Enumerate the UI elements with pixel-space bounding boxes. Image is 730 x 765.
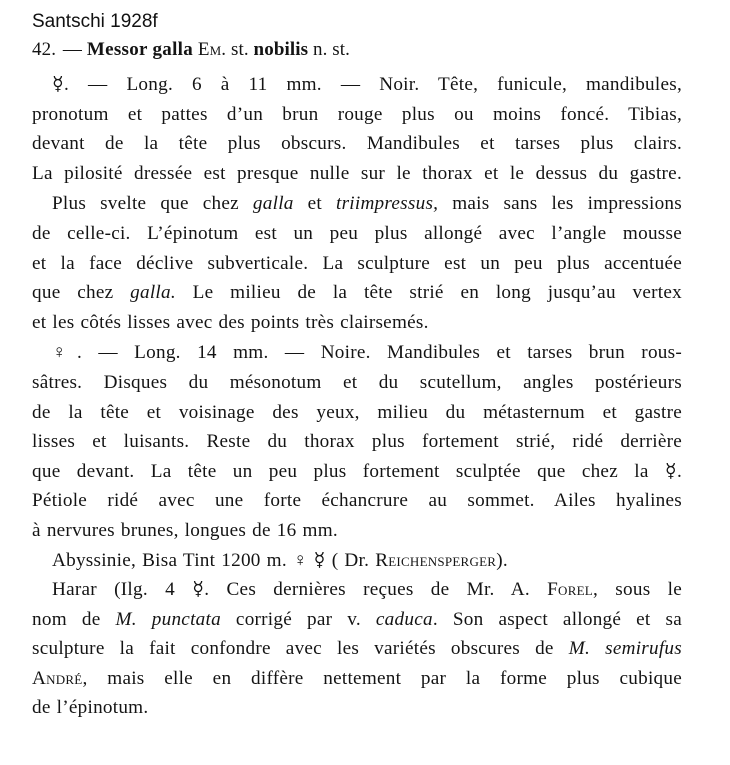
harar-paragraph (32, 575, 682, 723)
queen-line-6: Pétiole ridé avec une forte échancrure au sommet. Ailes hyalines (32, 490, 682, 512)
text-run: corrigé par v. (220, 608, 376, 630)
collector-name: Reichensperger (375, 549, 497, 571)
harar-line-1 (32, 575, 682, 605)
text-run: Plus svelte que chez (52, 193, 253, 215)
text-run: que chez (32, 282, 131, 304)
queen-line-7: à nervures brunes, longues de 16 mm. (32, 519, 338, 541)
person-andre: André (32, 667, 83, 689)
worker-description (32, 70, 682, 188)
italic-species-punctata: M. punctata (115, 608, 221, 630)
text-run: Harar (Ilg. 4 ☿. Ces dernières reçues de Mr. A. (52, 579, 548, 601)
italic-species-galla: galla. (130, 282, 176, 304)
text-run: sculpture la fait confondre avec les variétés obscures de (32, 638, 569, 660)
queen-line-1: ♀. — Long. 14 mm. — Noire. Mandibules et tarses brun rous- (52, 342, 682, 364)
italic-variety-caduca: caduca (375, 608, 433, 630)
worker-line-1: ☿. — Long. 6 à 11 mm. — Noir. Tête, funicule, mandibules, (52, 74, 682, 95)
queen-description (32, 338, 682, 545)
subspecies-name: nobilis (253, 39, 309, 60)
harar-line-3 (32, 634, 682, 664)
citation-header: Santschi 1928f (32, 11, 158, 32)
rank-label: st. (226, 39, 249, 60)
text-run: nom de (32, 608, 116, 630)
worker-line-2: pronotum et pattes d’un brun rouge plus ou moins foncé. Tibias, (32, 103, 682, 125)
text-run: Le milieu de la tête strié en long jusqu’au vertex (175, 282, 682, 304)
text-run: , sous le (593, 579, 682, 601)
text-run: Abyssinie, Bisa Tint 1200 m. ♀ ☿ ( Dr. (52, 549, 376, 571)
comparison-line-4 (32, 278, 682, 308)
italic-species-triimpressus: triimpressus, (335, 193, 439, 215)
comparison-line-5: et les côtés lisses avec des points très clairsemés. (32, 311, 429, 333)
document-page (32, 8, 682, 723)
text-run: , mais elle en diffère nettement par la forme plus cubique (82, 667, 682, 689)
species-author: Em. (197, 39, 227, 60)
worker-line-4: La pilosité dressée est presque nulle sur le thorax et le dessus du gastre. (32, 162, 682, 184)
comparison-paragraph (32, 189, 682, 337)
species-number: 42. (32, 39, 57, 60)
locality-record (32, 546, 682, 576)
harar-line-5: de l’épinotum. (32, 697, 149, 719)
worker-line-3: devant de la tête plus obscurs. Mandibules et tarses plus clairs. (32, 133, 682, 155)
locality-line (32, 546, 682, 576)
species-heading (32, 36, 682, 64)
text-run: mais sans les impressions (438, 193, 682, 215)
italic-species-galla: galla (252, 193, 294, 215)
status-label: n. st. (308, 39, 350, 60)
queen-line-4: lisses et luisants. Reste du thorax plus fortement strié, ridé derrière (32, 431, 682, 453)
species-name: Messor galla (86, 39, 194, 60)
harar-line-4 (32, 664, 682, 694)
comparison-line-3: et la face déclive subverticale. La sculpture est un peu plus accentuée (32, 252, 682, 274)
italic-species-semirufus: M. semirufus (568, 638, 682, 660)
person-forel: Forel (547, 579, 594, 601)
heading-dash: — (58, 39, 87, 60)
text-run: ). (496, 549, 508, 571)
comparison-line-1 (32, 189, 682, 219)
queen-line-5: que devant. La tête un peu plus fortement sculptée que chez la ☿. (32, 460, 682, 482)
harar-line-2 (32, 605, 682, 635)
queen-line-2: sâtres. Disques du mésonotum et du scutellum, angles postérieurs (32, 371, 682, 393)
text-run: . Son aspect allongé et sa (432, 608, 682, 630)
queen-line-3: de la tête et voisinage des yeux, milieu du métasternum et gastre (32, 401, 682, 423)
text-run: et (293, 193, 336, 215)
comparison-line-2: de celle-ci. L’épinotum est un peu plus allongé avec l’angle mousse (32, 222, 682, 244)
